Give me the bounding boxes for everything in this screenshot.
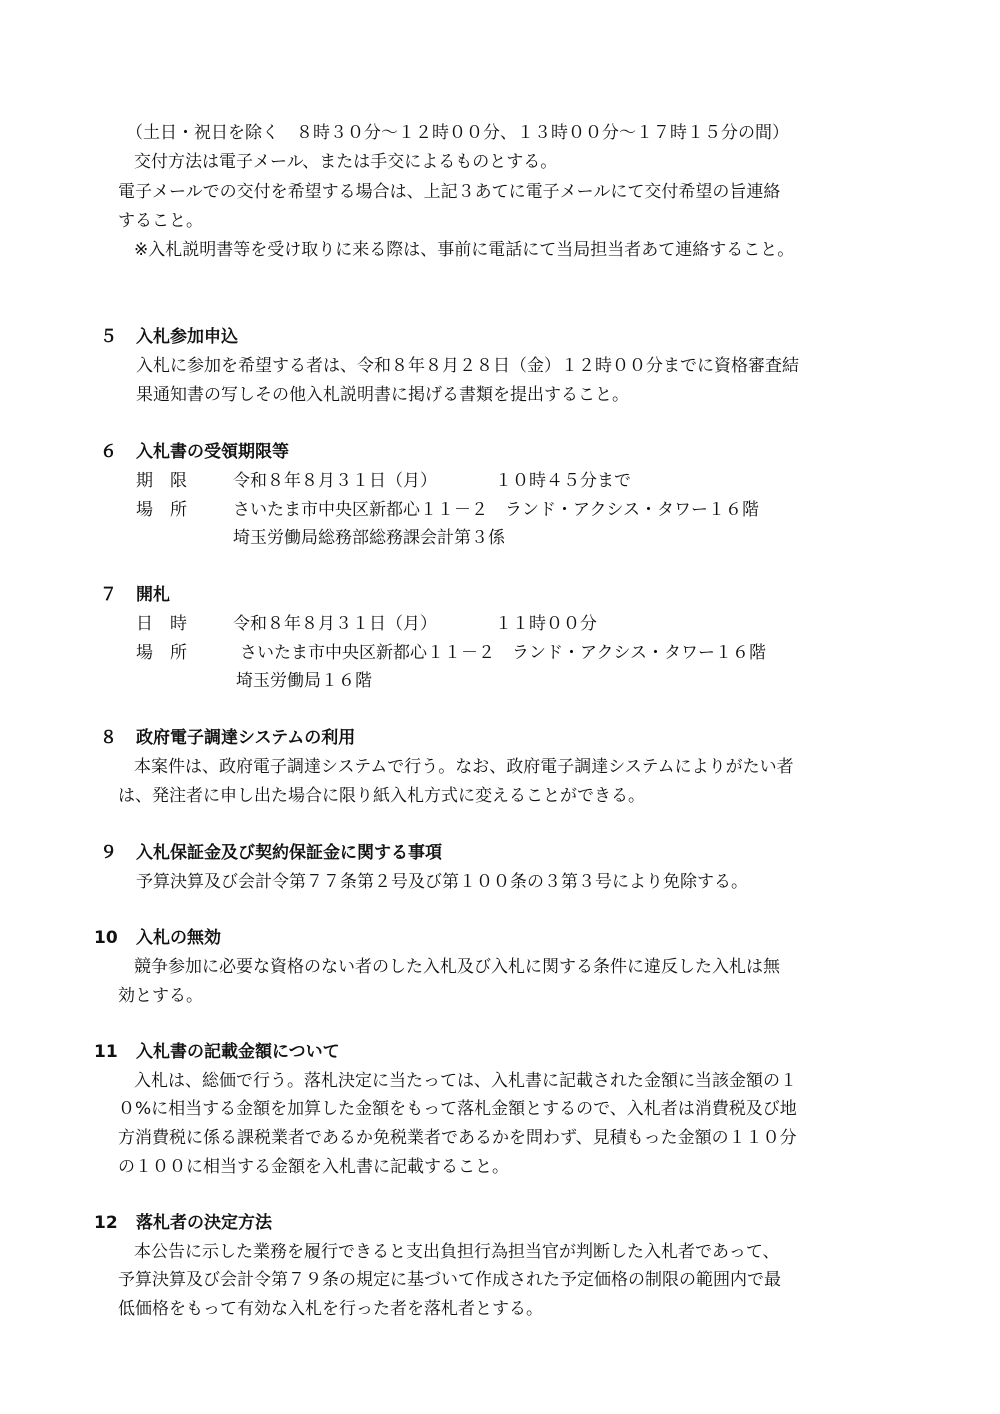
opening-place-address: さいたま市中央区新都心１１－２ ランド・アクシス・タワー１６階: [240, 643, 766, 663]
section-10-number: 10: [94, 928, 118, 948]
section-5-body: 入札に参加を希望する者は、令和８年８月２８日（金）１２時００分までに資格審査結: [136, 356, 799, 376]
section-11-body: 入札は、総価で行う。落札決定に当たっては、入札書に記載された金額に当該金額の１: [134, 1071, 797, 1091]
section-9-body: 予算決算及び会計令第７７条第２号及び第１００条の３第３号により免除する。: [136, 872, 748, 892]
submission-place-label: 場 所: [136, 500, 187, 520]
section-12-body: 本公告に示した業務を履行できると支出負担行為担当官が判断した入札者であって、: [134, 1242, 780, 1262]
opening-place-floor: 埼玉労働局１６階: [236, 671, 372, 691]
submission-place-office: 埼玉労働局総務部総務課会計第３係: [233, 528, 505, 548]
section-11-body-cont-2: 方消費税に係る課税業者であるか免税業者であるかを問わず、見積もった金額の１１０分: [118, 1128, 797, 1148]
office-hours-note: （土日・祝日を除く ８時３０分～１２時００分、１３時００分～１７時１５分の間）: [126, 123, 789, 143]
opening-datetime-label: 日 時: [136, 614, 187, 634]
section-8-title: 政府電子調達システムの利用: [136, 728, 356, 748]
section-8-body-cont: は、発注者に申し出た場合に限り紙入札方式に変えることができる。: [118, 786, 645, 806]
section-11-body-cont-3: の１００に相当する金額を入札書に記載すること。: [118, 1157, 509, 1177]
deadline-time: １０時４５分まで: [495, 471, 631, 491]
section-12-number: 12: [94, 1213, 118, 1233]
section-7-number: ７: [100, 585, 117, 605]
section-8-body: 本案件は、政府電子調達システムで行う。なお、政府電子調達システムによりがたい者: [134, 757, 794, 777]
email-request-text-cont: すること。: [118, 211, 203, 231]
section-5-body-cont: 果通知書の写しその他入札説明書に掲げる書類を提出すること。: [136, 385, 629, 405]
section-6-title: 入札書の受領期限等: [136, 442, 289, 462]
section-10-body: 競争参加に必要な資格のない者のした入札及び入札に関する条件に違反した入札は無: [134, 957, 780, 977]
section-9-number: ９: [100, 843, 117, 863]
opening-place-label: 場 所: [136, 643, 187, 663]
pickup-notice: ※入札説明書等を受け取りに来る際は、事前に電話にて当局担当者あて連絡すること。: [134, 240, 795, 260]
section-11-body-cont-1: ０%に相当する金額を加算した金額をもって落札金額とするので、入札者は消費税及び地: [118, 1099, 797, 1119]
section-12-body-cont-2: 低価格をもって有効な入札を行った者を落札者とする。: [118, 1299, 543, 1319]
section-10-title: 入札の無効: [136, 928, 221, 948]
section-7-title: 開札: [136, 585, 170, 605]
section-9-title: 入札保証金及び契約保証金に関する事項: [136, 843, 442, 863]
section-5-title: 入札参加申込: [136, 327, 238, 347]
section-8-number: ８: [100, 728, 117, 748]
submission-place-address: さいたま市中央区新都心１１－２ ランド・アクシス・タワー１６階: [233, 500, 759, 520]
email-request-text: 電子メールでの交付を希望する場合は、上記３あてに電子メールにて交付希望の旨連絡: [118, 182, 781, 202]
section-12-body-cont-1: 予算決算及び会計令第７９条の規定に基づいて作成された予定価格の制限の範囲内で最: [118, 1270, 781, 1290]
delivery-method-text: 交付方法は電子メール、または手交によるものとする。: [134, 152, 558, 172]
section-11-title: 入札書の記載金額について: [136, 1042, 340, 1062]
opening-time: １１時００分: [495, 614, 597, 634]
section-10-body-cont: 効とする。: [118, 986, 203, 1006]
section-5-number: ５: [100, 327, 117, 347]
section-6-number: ６: [100, 442, 117, 462]
deadline-label: 期 限: [136, 471, 187, 491]
section-12-title: 落札者の決定方法: [136, 1213, 272, 1233]
section-11-number: 11: [94, 1042, 118, 1062]
deadline-date: 令和８年８月３１日（月）: [233, 471, 437, 491]
opening-date: 令和８年８月３１日（月）: [233, 614, 437, 634]
